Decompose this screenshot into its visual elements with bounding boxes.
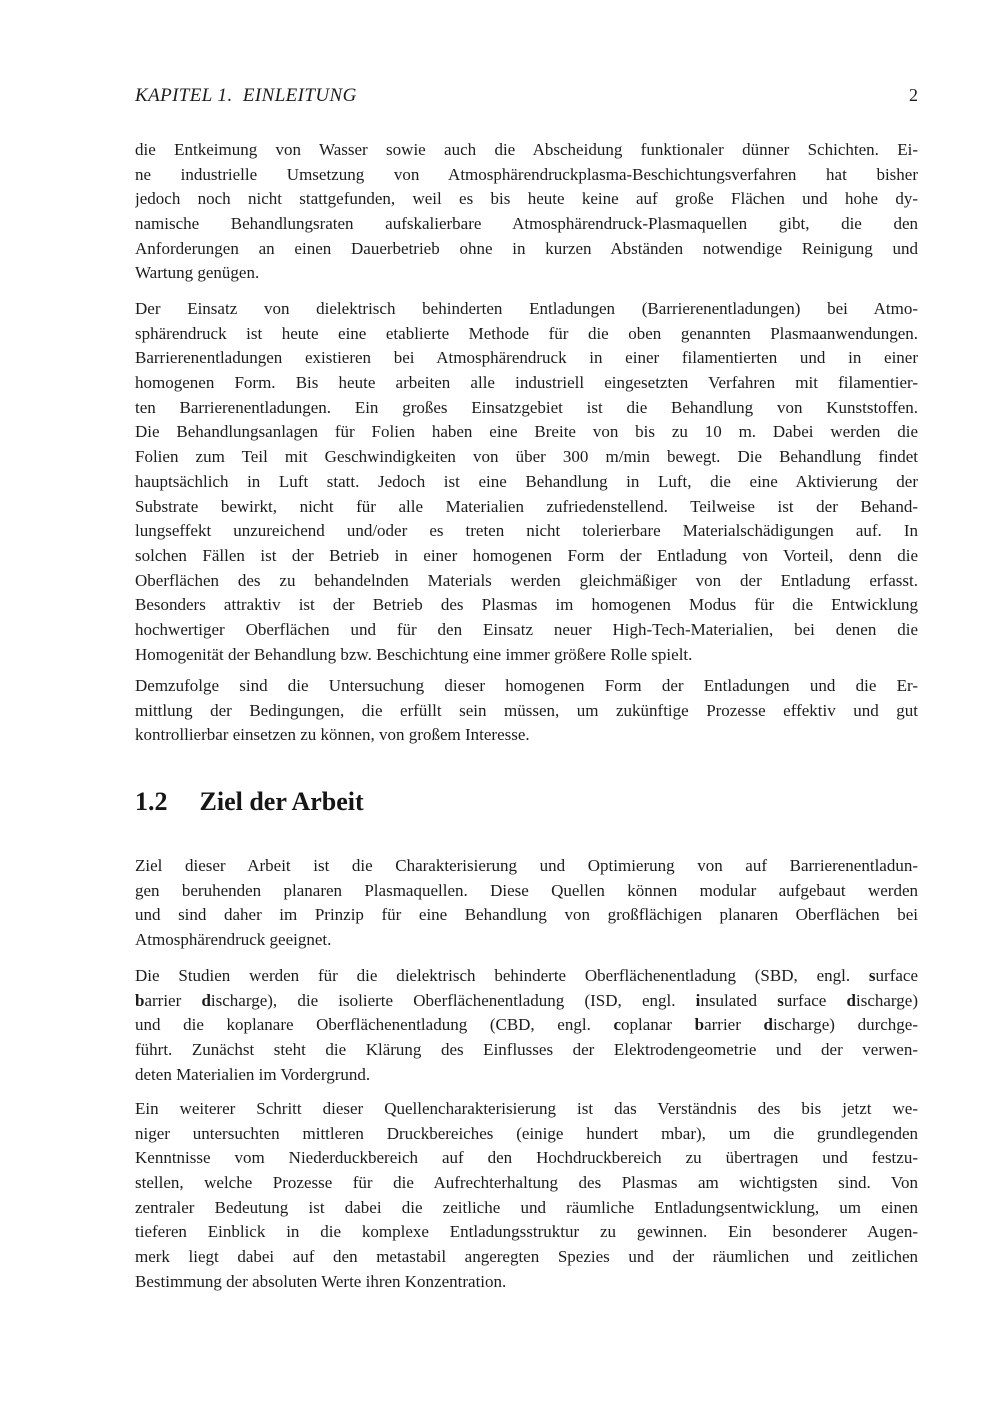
text-segment: ischarge) [856, 990, 918, 1010]
text-line: namische Behandlungsraten aufskalierbare Atmosphärendruck-Plasmaquellen gibt, die den [135, 214, 918, 234]
text-block [135, 0, 918, 1415]
text-line: niger untersuchten mittleren Druckbereiches (einige hundert mbar), um die grundlegenden [135, 1123, 918, 1143]
paragraph [135, 964, 918, 1087]
paragraph [135, 138, 918, 286]
bold-initial: c [613, 1015, 621, 1035]
text-segment: Die Studien werden für die dielektrisch behinderte Oberflächenentladung (SBD, engl. [135, 966, 869, 985]
text-line [135, 989, 918, 1014]
text-line: Substrate bewirkt, nicht für alle Materialien zufriedenstellend. Teilweise ist der Behand- [135, 496, 918, 516]
text-segment: oplanar [621, 1015, 695, 1035]
text-line: mittlung der Bedingungen, die erfüllt sein müssen, um zukünftige Prozesse effektiv und gut [135, 700, 918, 720]
bold-initial: b [135, 990, 145, 1010]
text-line: Folien zum Teil mit Geschwindigkeiten von über 300 m/min bewegt. Die Behandlung findet [135, 447, 918, 467]
text-line: gen beruhenden planaren Plasmaquellen. Diese Quellen können modular aufgebaut werden [135, 880, 918, 900]
text-line: Demzufolge sind die Untersuchung dieser homogenen Form der Entladungen und die Er- [135, 676, 918, 695]
text-segment: urface [875, 966, 918, 985]
text-line: solchen Fällen ist der Betrieb in einer homogenen Form der Entladung von Vorteil, denn die [135, 545, 918, 565]
text-line: Wartung genügen. [135, 263, 260, 283]
text-line: homogenen Form. Bis heute arbeiten alle industriell eingesetzten Verfahren mit filamentier- [135, 373, 918, 393]
text-line: Ein weiterer Schritt dieser Quellencharakterisierung ist das Verständnis des bis jetzt we- [135, 1099, 918, 1118]
text-line: ten Barrierenentladungen. Ein großes Einsatzgebiet ist die Behandlung von Kunststoffen. [135, 397, 918, 417]
text-line: Oberflächen des zu behandelnden Materials werden gleichmäßiger von der Entladung erfasst. [135, 570, 918, 590]
text-line: tieferen Einblick in die komplexe Entladungsstruktur zu gewinnen. Ein besonderer Augen- [135, 1222, 918, 1242]
text-line: Bestimmung der absoluten Werte ihren Konzentration. [135, 1271, 507, 1291]
text-line: Der Einsatz von dielektrisch behinderten Entladungen (Barrierenentladungen) bei Atmo- [135, 299, 918, 318]
page-number: 2 [909, 85, 918, 105]
running-chapter-title: KAPITEL 1. EINLEITUNG [135, 85, 357, 106]
text-line: und sind daher im Prinzip für eine Behandlung von großflächigen planaren Oberflächen bei [135, 905, 918, 925]
text-line: lungseffekt unzureichend und/oder es treten nicht tolerierbare Materialschädigungen auf. In [135, 521, 918, 541]
text-segment: ischarge) durchge- [772, 1015, 918, 1035]
text-segment: und die koplanare Oberflächenentladung (CBD, engl. [135, 1015, 614, 1035]
text-segment: arrier [704, 1015, 764, 1035]
bold-initial: b [694, 1015, 705, 1035]
text-line: kontrollierbar einsetzen zu können, von großem Interesse. [135, 725, 530, 745]
text-line: Kenntnisse vom Niederduckbereich auf den Hochdruckbereich zu übertragen und festzu- [135, 1148, 918, 1168]
text-line: merk liegt dabei auf den metastabil angeregten Spezies und der räumlichen und zeitlichen [135, 1247, 918, 1267]
paragraph [135, 297, 918, 667]
bold-initial: d [201, 990, 211, 1010]
text-line [135, 1013, 918, 1038]
text-line: Homogenität der Behandlung bzw. Beschichtung eine immer größere Rolle spielt. [135, 644, 693, 664]
bold-initial: d [763, 1015, 773, 1035]
bold-initial: d [846, 990, 856, 1010]
text-line: führt. Zunächst steht die Klärung des Einflusses der Elektrodengeometrie und der verwen- [135, 1040, 918, 1060]
text-line [135, 964, 918, 989]
section-title: Ziel der Arbeit [199, 787, 364, 816]
text-line: Atmosphärendruck geeignet. [135, 930, 332, 950]
text-line: hochwertiger Oberflächen und für den Einsatz neuer High-Tech-Materialien, bei denen die [135, 619, 918, 639]
text-line: Die Behandlungsanlagen für Folien haben eine Breite von bis zu 10 m. Dabei werden die [135, 422, 918, 442]
page-header [135, 85, 918, 107]
text-segment: nsulated [700, 990, 778, 1010]
text-line: Barrierenentladungen existieren bei Atmosphärendruck in einer filamentierten und in einer [135, 348, 918, 368]
text-line: jedoch noch nicht stattgefunden, weil es bis heute keine auf große Flächen und hohe dy- [135, 189, 918, 209]
text-segment: ischarge), die isolierte Oberflächenentladung (ISD, engl. [210, 990, 696, 1010]
text-line: ne industrielle Umsetzung von Atmosphärendruckplasma-Beschichtungsverfahren hat bisher [135, 164, 918, 184]
section-number: 1.2 [135, 787, 168, 816]
bold-initial: i [695, 990, 701, 1010]
text-line: Anforderungen an einen Dauerbetrieb ohne in kurzen Abständen notwendige Reinigung und [135, 238, 918, 258]
text-line: sphärendruck ist heute eine etablierte Methode für die oben genannten Plasmaanwendungen. [135, 323, 918, 343]
text-line: Besonders attraktiv ist der Betrieb des Plasmas im homogenen Modus für die Entwicklung [135, 595, 918, 615]
bold-initial: s [868, 966, 876, 985]
text-line: deten Materialien im Vordergrund. [135, 1064, 371, 1084]
text-segment: urface [783, 990, 847, 1010]
text-line: stellen, welche Prozesse für die Aufrechterhaltung des Plasmas am wichtigsten sind. Von [135, 1173, 918, 1193]
section-heading [135, 783, 918, 821]
text-line: die Entkeimung von Wasser sowie auch die Abscheidung funktionaler dünner Schichten. Ei- [135, 140, 918, 159]
text-line: Ziel dieser Arbeit ist die Charakterisierung und Optimierung von auf Barrierenentladun- [135, 856, 918, 875]
paragraph [135, 1097, 918, 1295]
text-line: zentraler Bedeutung ist dabei die zeitliche und räumliche Entladungsentwicklung, um einen [135, 1197, 918, 1217]
bold-initial: s [777, 990, 784, 1010]
paragraph [135, 854, 918, 953]
text-line: hauptsächlich in Luft statt. Jedoch ist eine Behandlung in Luft, die eine Aktivierung der [135, 471, 918, 491]
text-segment: arrier [144, 990, 202, 1010]
paragraph [135, 674, 918, 748]
